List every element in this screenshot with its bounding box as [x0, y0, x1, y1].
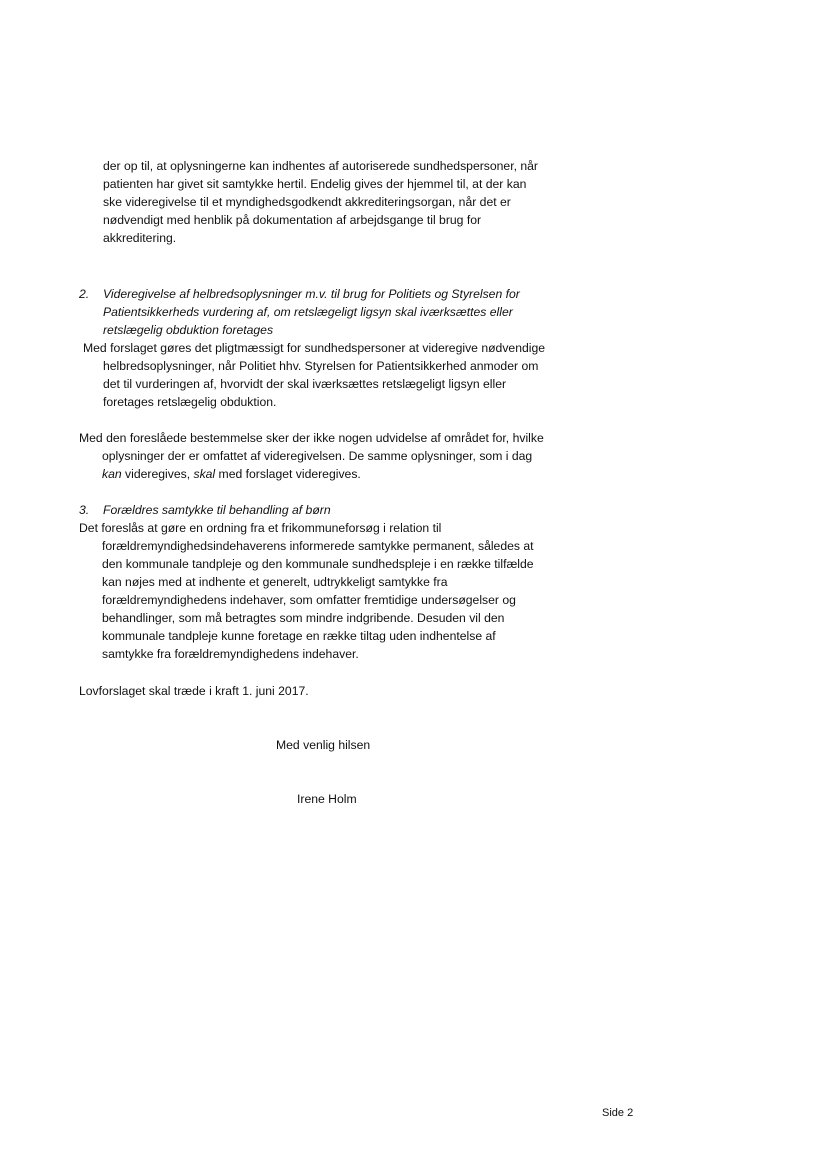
paragraph-line: forældremyndighedens indehaver, som omfatter fremtidige undersøgelser og: [102, 593, 516, 607]
text-segment: med forslaget videregives.: [215, 467, 361, 481]
signature-name: Irene Holm: [297, 792, 357, 806]
paragraph-line: forældremyndighedsindehaverens informerede samtykke permanent, således at: [102, 539, 534, 553]
paragraph-line-mixed: [79, 465, 589, 483]
paragraph-line: samtykke fra forældremyndighedens indehaver.: [102, 647, 359, 661]
continuation-line: der op til, at oplysningerne kan indhentes af autoriserede sundhedspersoner, når: [103, 159, 538, 173]
section-3-number: 3.: [79, 503, 90, 517]
paragraph-line: den kommunale tandpleje og den kommunale sundhedspleje i en række tilfælde: [102, 557, 534, 571]
section-2-heading-line: Videregivelse af helbredsoplysninger m.v. til brug for Politiets og Styrelsen for: [103, 287, 520, 301]
section-2-heading-line: Patientsikkerheds vurdering af, om retslægeligt ligsyn skal iværksættes eller: [103, 305, 513, 319]
continuation-paragraph: [103, 157, 603, 247]
section-3-heading-text: Forældres samtykke til behandling af børn: [103, 503, 331, 517]
paragraph-line: behandlinger, som må betragtes som mindre indgribende. Desuden vil den: [102, 611, 505, 625]
continuation-line: patienten har givet sit samtykke hertil. Endelig gives der hjemmel til, at der kan: [103, 177, 527, 191]
emphasis-skal: skal: [193, 467, 216, 481]
paragraph-line: det til vurderingen af, hvorvidt der skal iværksættes retslægeligt ligsyn eller: [103, 377, 507, 391]
text-segment: videregives,: [121, 467, 194, 481]
page-number: Side 2: [602, 1107, 634, 1119]
section-3-heading: [79, 501, 569, 519]
paragraph-line: Det foreslås at gøre en ordning fra et frikommuneforsøg i relation til: [79, 521, 442, 535]
section-2-heading-line: retslægelig obduktion foretages: [103, 323, 274, 337]
paragraph-line: helbredsoplysninger, når Politiet hhv. Styrelsen for Patientsikkerhed anmoder om: [103, 359, 539, 373]
paragraph-line: kan nøjes med at indhente et generelt, udtrykkeligt samtykke fra: [102, 575, 448, 589]
section-2-paragraph-1: [83, 339, 583, 411]
paragraph-line: kommunale tandpleje kunne foretage en række tiltag uden indhentelse af: [102, 629, 496, 643]
effective-date-paragraph: Lovforslaget skal træde i kraft 1. juni 2017.: [79, 684, 309, 698]
section-2-number: 2.: [79, 287, 90, 301]
closing-greeting: Med venlig hilsen: [276, 738, 371, 752]
paragraph-line: oplysninger der er omfattet af videregivelsen. De samme oplysninger, som i dag: [102, 449, 533, 463]
continuation-line: ske videregivelse til et myndighedsgodkendt akkrediteringsorgan, når det er: [103, 195, 511, 209]
paragraph-line: Med forslaget gøres det pligtmæssigt for sundhedspersoner at videregive nødvendige: [83, 341, 546, 355]
continuation-line: akkreditering.: [103, 231, 177, 245]
continuation-line: nødvendigt med henblik på dokumentation af arbejdsgange til brug for: [103, 213, 482, 227]
paragraph-line: foretages retslægelig obduktion.: [103, 395, 277, 409]
emphasis-kan: kan: [102, 467, 122, 481]
section-2-heading: [79, 285, 569, 339]
section-3-paragraph: [79, 519, 589, 663]
paragraph-line: Med den foreslåede bestemmelse sker der ikke nogen udvidelse af området for, hvilke: [79, 431, 544, 445]
section-2-paragraph-2: [79, 429, 589, 483]
